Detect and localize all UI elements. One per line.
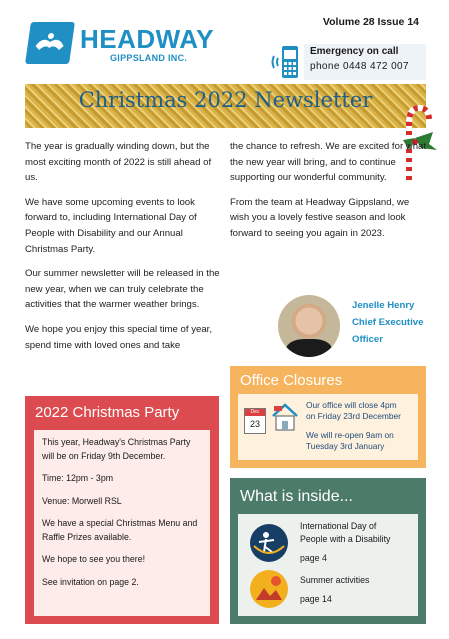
inside-item-label: People with a Disability <box>300 534 391 544</box>
inside-item-label: International Day of <box>300 521 377 531</box>
newsletter-title: Christmas 2022 Newsletter <box>78 88 373 112</box>
inside-item-label: Summer activities <box>300 575 370 585</box>
inside-item-text <box>300 574 369 606</box>
party-detail: Time: 12pm - 3pm <box>42 473 114 483</box>
ceo-title: Officer <box>352 334 383 345</box>
office-closures-box <box>230 366 426 468</box>
closures-details <box>238 394 418 460</box>
inside-title: What is inside... <box>240 488 353 505</box>
whats-inside-box <box>230 478 426 624</box>
party-details <box>34 430 210 616</box>
party-title: 2022 Christmas Party <box>35 404 180 421</box>
newsletter-banner <box>25 84 426 128</box>
inside-item <box>250 520 410 566</box>
inside-item-page: page 14 <box>300 594 332 604</box>
phone-icon <box>270 44 304 80</box>
ceo-signature <box>352 297 423 348</box>
inside-list <box>238 514 418 616</box>
closures-text <box>306 400 401 452</box>
emergency-box <box>304 44 426 80</box>
emergency-contact <box>270 44 426 80</box>
inside-item <box>250 570 410 612</box>
intro-paragraph: the chance to refresh. We are excited for what the new year will bring, and to continue supporting our wonderful community. <box>230 141 427 184</box>
headway-logo <box>28 22 218 70</box>
calendar-month: Dec <box>245 409 265 416</box>
party-detail: This year, Headway's Christmas Party will be on Friday 9th December. <box>42 437 191 461</box>
intro-paragraph: We have some upcoming events to look forward to, including International Day of People with Disability and our Annual Christmas Party. <box>25 196 197 255</box>
volume-issue: Volume 28 Issue 14 <box>322 16 419 28</box>
intro-paragraph: The year is gradually winding down, but the most exciting month of 2022 is still ahead of us. <box>25 141 212 184</box>
emergency-title: Emergency on call <box>310 46 399 57</box>
intro-paragraph: From the team at Headway Gippsland, we wish you a lovely festive season and look forward to seeing you again in 2023. <box>230 196 410 239</box>
intro-paragraph: Our summer newsletter will be released in the new year, when we can truly celebrate the activities that the warmer weather brings. <box>25 268 220 311</box>
inside-item-text <box>300 520 390 565</box>
inside-item-page: page 4 <box>300 553 327 563</box>
ceo-photo <box>278 295 340 357</box>
closures-title: Office Closures <box>240 372 343 389</box>
party-detail: We have a special Christmas Menu and Raffle Prizes available. <box>42 518 198 542</box>
intro-paragraph: We hope you enjoy this special time of year, spend time with loved ones and take <box>25 323 213 351</box>
calendar-day: 23 <box>249 419 260 429</box>
office-building-icon <box>270 402 300 432</box>
christmas-party-box <box>25 396 219 624</box>
closures-line: Tuesday 3rd January <box>306 441 385 451</box>
party-detail: Venue: Morwell RSL <box>42 495 122 506</box>
intro-right-column <box>230 139 430 251</box>
ceo-title: Chief Executive <box>352 317 424 328</box>
ceo-name: Jenelle Henry <box>352 300 415 311</box>
intro-left-column <box>25 139 225 362</box>
summer-activities-icon <box>250 570 288 608</box>
party-detail: We hope to see you there! <box>42 554 146 564</box>
closures-line: We will re-open 9am on <box>306 430 394 440</box>
closures-line: on Friday 23rd December <box>306 411 401 421</box>
calendar-icon <box>244 408 266 434</box>
org-name: HEADWAY <box>80 24 215 54</box>
emergency-phone: phone 0448 472 007 <box>310 61 409 72</box>
disability-day-icon <box>250 524 288 562</box>
party-detail: See invitation on page 2. <box>42 576 139 587</box>
closures-line: Our office will close 4pm <box>306 400 397 410</box>
org-subtitle: GIPPSLAND INC. <box>110 53 188 63</box>
logo-hands-icon <box>25 22 75 64</box>
